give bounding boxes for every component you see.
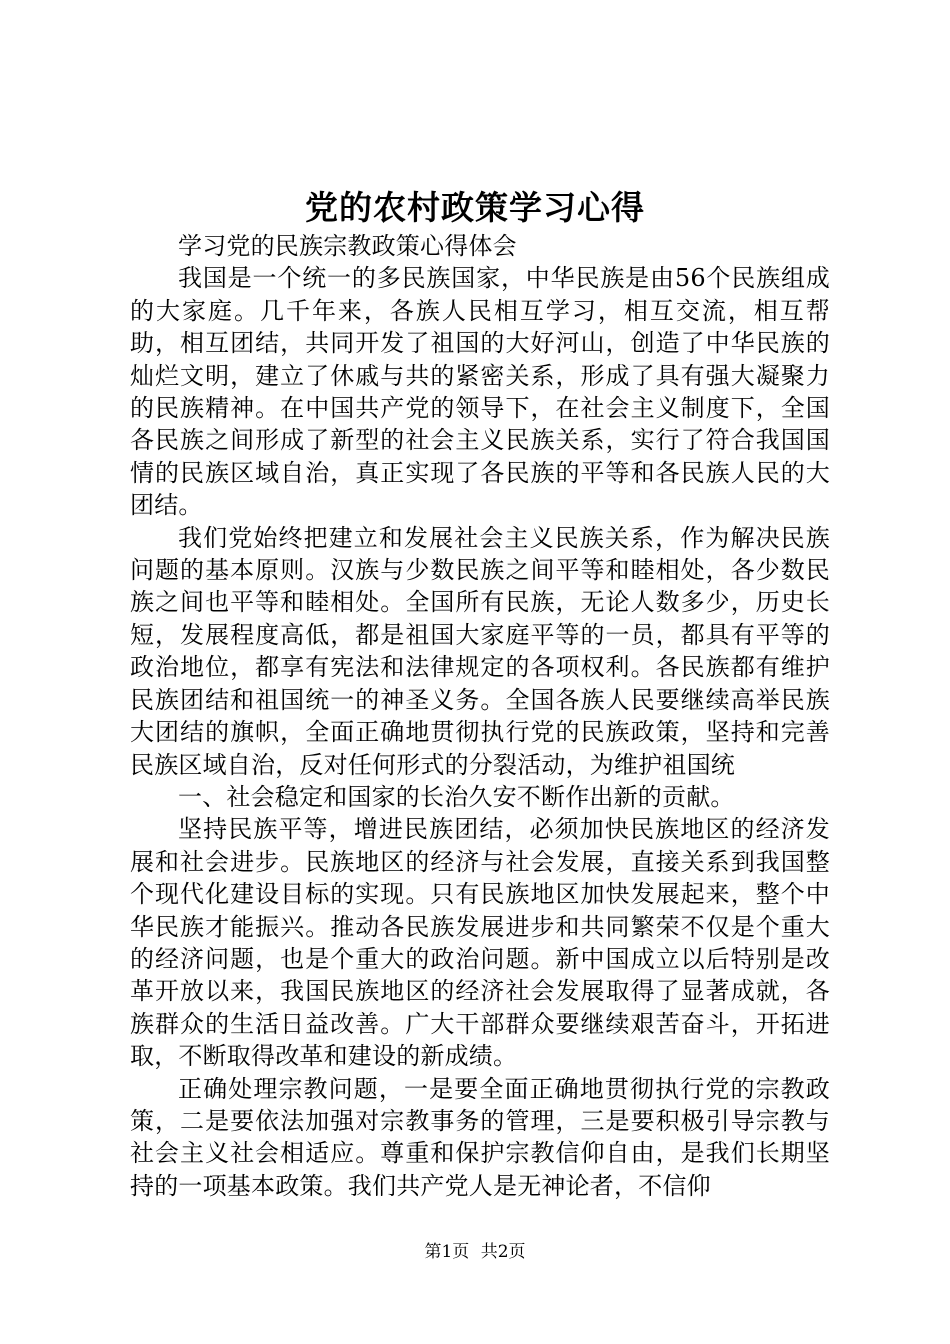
body-paragraph: 坚持民族平等，增进民族团结，必须加快民族地区的经济发展和社会进步。民族地区的经济与社会发展，直接关系到我国整个现代化建设目标的实现。只有民族地区加快发展起来，整个中华民族才能振兴。推动各民族发展进步和共同繁荣不仅是个重大的经济问题，也是个重大的政治问题。新中国成立以后特别是改革开放以来，我国民族地区的经济社会发展取得了显著成就，各族群众的生活日益改善。广大干部群众要继续艰苦奋斗，开拓进取，不断取得改革和建设的新成绩。 [130, 815, 830, 1071]
page-footer [0, 1240, 950, 1264]
page-total: 共2页 [480, 1242, 526, 1262]
page-number: 第1页 [424, 1242, 470, 1262]
subtitle-paragraph: 学习党的民族宗教政策心得体会 [178, 232, 517, 260]
page-title: 党的农村政策学习心得 [305, 188, 645, 227]
body-paragraph: 我们党始终把建立和发展社会主义民族关系，作为解决民族问题的基本原则。汉族与少数民族之间平等和睦相处，各少数民族之间也平等和睦相处。全国所有民族，无论人数多少，历史长短，发展程度高低，都是祖国大家庭平等的一员，都具有平等的政治地位，都享有宪法和法律规定的各项权利。各民族都有维护民族团结和祖国统一的神圣义务。全国各族人民要继续高举民族大团结的旗帜，全面正确地贯彻执行党的民族政策，坚持和完善民族区域自治，反对任何形式的分裂活动，为维护祖国统 [130, 523, 830, 779]
body-paragraph: 我国是一个统一的多民族国家，中华民族是由56个民族组成的大家庭。几千年来，各族人民相互学习，相互交流，相互帮助，相互团结，共同开发了祖国的大好河山，创造了中华民族的灿烂文明，建立了休戚与共的紧密关系，形成了具有强大凝聚力的民族精神。在中国共产党的领导下，在社会主义制度下，全国各民族之间形成了新型的社会主义民族关系，实行了符合我国国情的民族区域自治，真正实现了各民族的平等和各民族人民的大团结。 [130, 264, 830, 520]
body-paragraph: 一、社会稳定和国家的长治久安不断作出新的贡献。 [178, 782, 735, 811]
document-body [130, 230, 830, 1202]
body-paragraph: 正确处理宗教问题，一是要全面正确地贯彻执行党的宗教政策，二是要依法加强对宗教事务的管理，三是要积极引导宗教与社会主义社会相适应。尊重和保护宗教信仰自由，是我们长期坚持的一项基本政策。我们共产党人是无神论者，不信仰 [130, 1074, 830, 1200]
